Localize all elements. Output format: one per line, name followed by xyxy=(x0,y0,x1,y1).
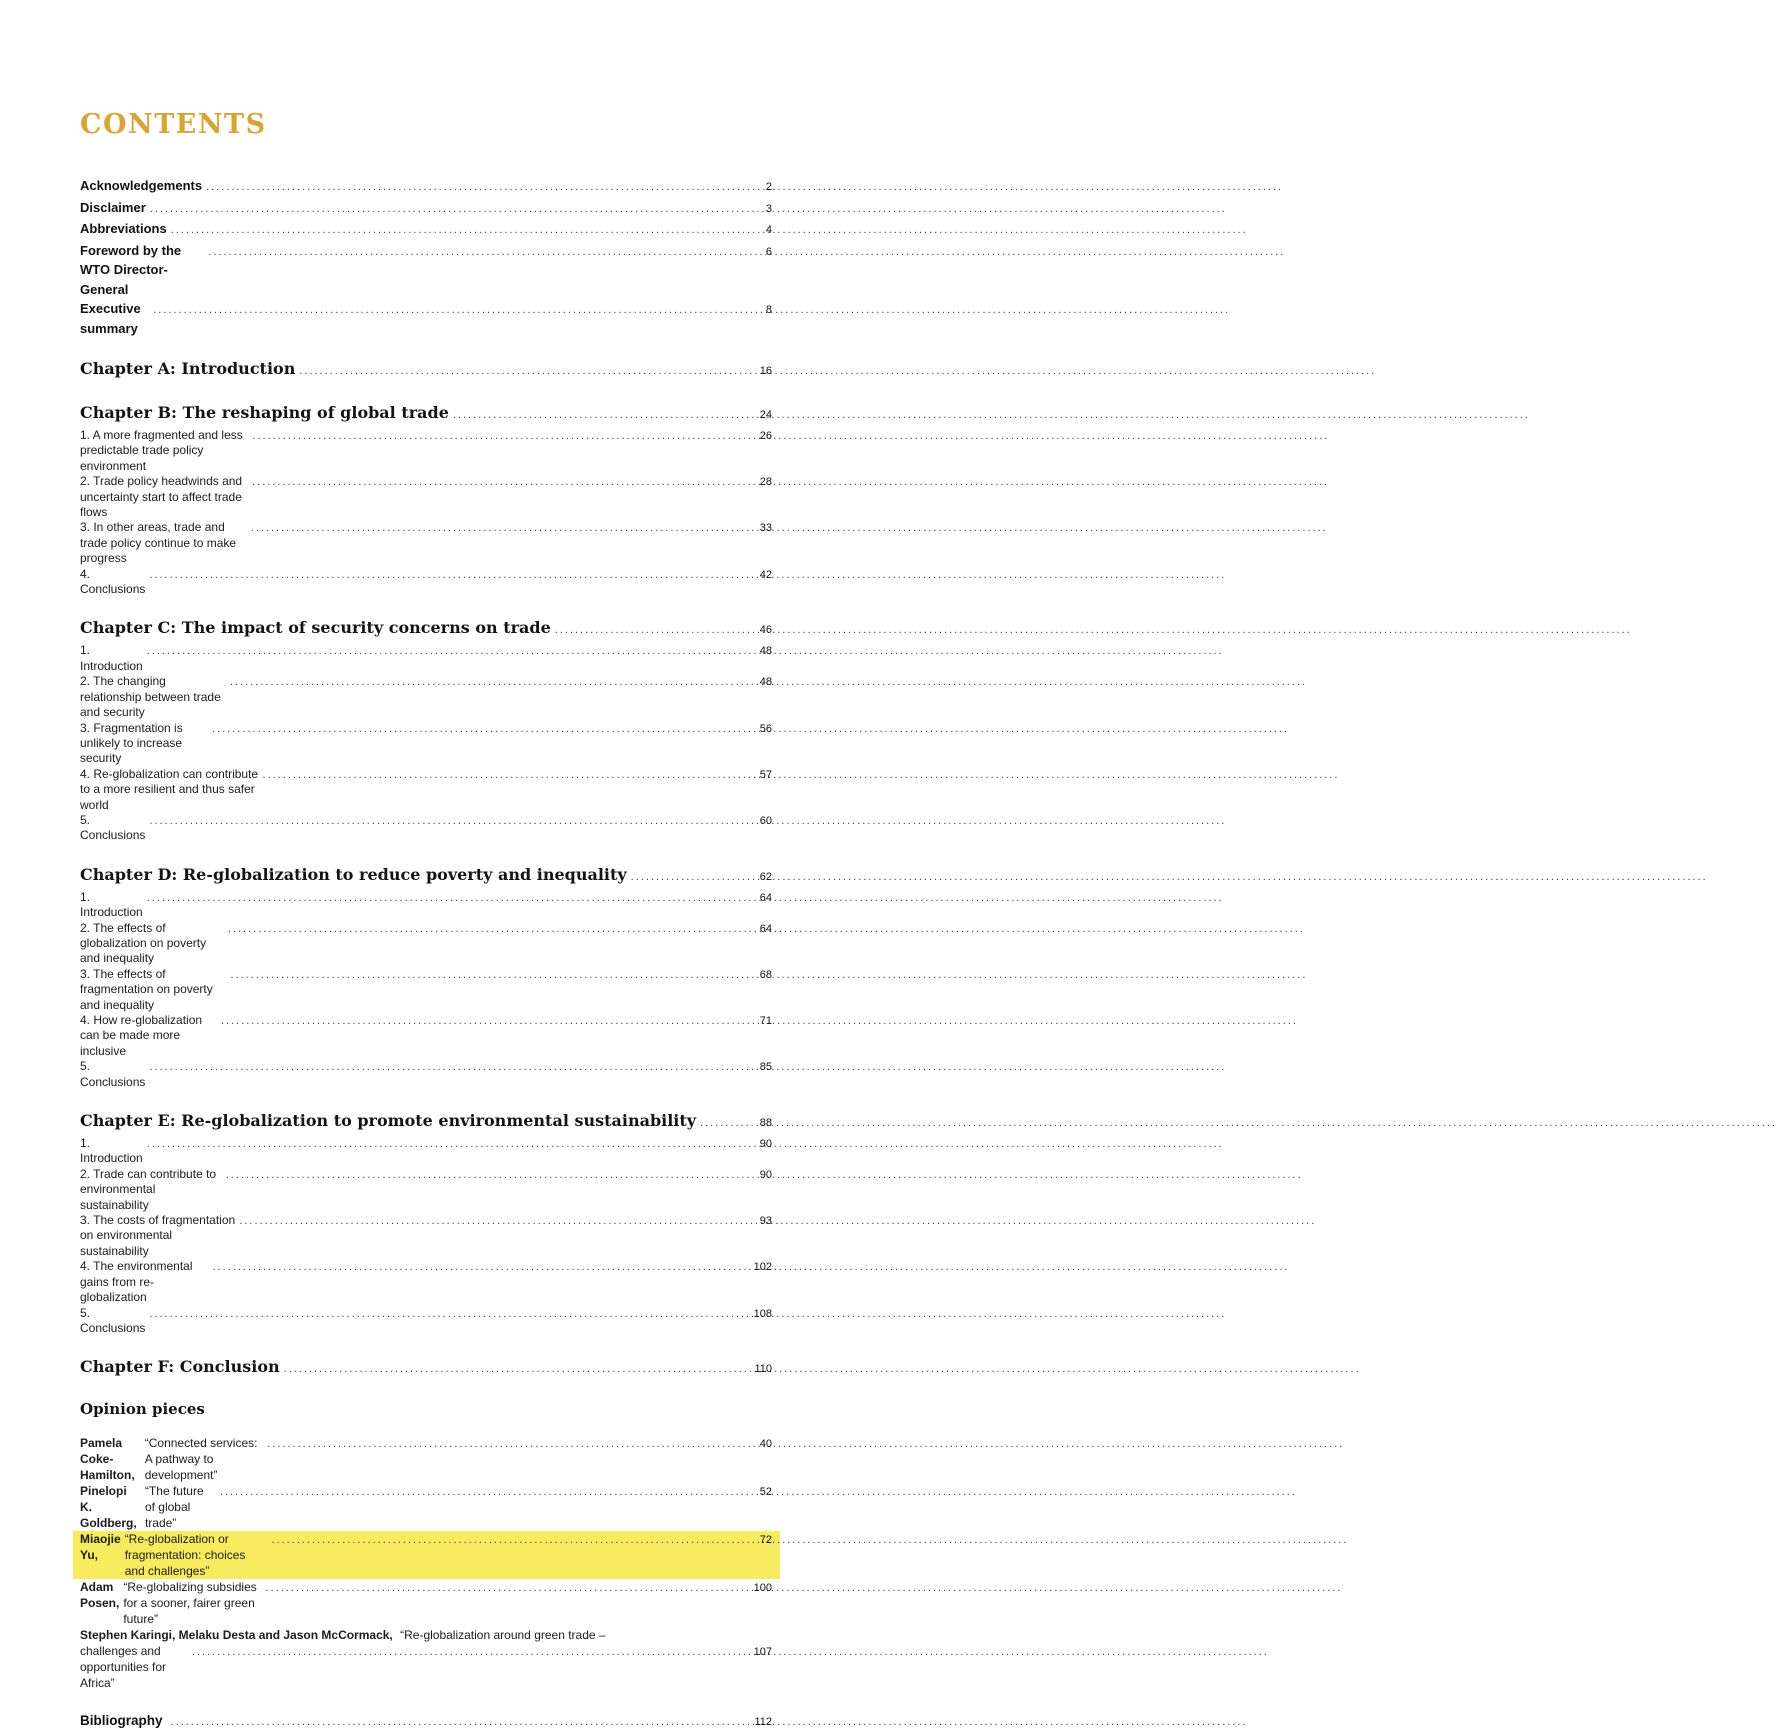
toc-entry-section[interactable] xyxy=(80,520,772,566)
entry-label: 1. Introduction xyxy=(80,1136,143,1166)
dot-leader xyxy=(251,521,758,536)
entry-label: 4. Re-globalization can contribute to a more resilient and thus safer world xyxy=(80,766,259,812)
page-number: 46 xyxy=(759,624,772,637)
chapter-title: Chapter A: Introduction xyxy=(80,359,296,378)
toc-entry-section[interactable] xyxy=(80,428,772,474)
chapter-c-block xyxy=(80,617,772,843)
dot-leader xyxy=(147,891,758,906)
page-number: 42 xyxy=(759,568,772,581)
entry-label: 4. The environmental gains from re-globalization xyxy=(80,1259,193,1305)
entry-label: 1. A more fragmented and less predictable trade policy environment xyxy=(80,428,243,473)
toc-entry-section[interactable] xyxy=(80,890,772,921)
front-matter-list xyxy=(80,176,772,338)
chapter-title: Chapter D: Re-globalization to reduce poverty and inequality xyxy=(80,864,627,884)
entry-label: 3. The effects of fragmentation on poverty and inequality xyxy=(80,966,213,1012)
entry-label: Bibliography xyxy=(80,1713,163,1729)
entry-label: 3. In other areas, trade and trade policy continue to make progress xyxy=(80,520,237,566)
opinion-pieces-list xyxy=(80,1435,772,1691)
toc-entry-opinion-karingi-line1[interactable] xyxy=(80,1627,772,1643)
dot-leader xyxy=(230,675,758,690)
opinion-author: Stephen Karingi, Melaku Desta and Jason McCormack, xyxy=(80,1628,393,1643)
chapter-e-sections xyxy=(80,1136,772,1336)
page-number: 93 xyxy=(759,1215,772,1228)
dot-leader xyxy=(153,301,764,321)
opinion-author: Miaojie Yu, xyxy=(80,1532,121,1563)
toc-entry-foreword[interactable] xyxy=(80,241,772,300)
dot-leader xyxy=(299,361,757,382)
dot-leader xyxy=(149,568,757,583)
page-number: 6 xyxy=(765,245,772,258)
chapter-e-block xyxy=(80,1110,772,1336)
entry-label: 5. Conclusions xyxy=(80,1059,146,1089)
page-number: 62 xyxy=(759,870,772,883)
entry-label: 2. The effects of globalization on poverty and inequality xyxy=(80,920,207,966)
dot-leader xyxy=(220,1484,758,1500)
chapter-title: Chapter F: Conclusion xyxy=(80,1357,280,1377)
chapter-f-block xyxy=(80,1356,772,1380)
opinion-title-continued: challenges and opportunities for Africa” xyxy=(80,1644,167,1691)
dot-leader xyxy=(271,1532,757,1548)
dot-leader xyxy=(700,1113,758,1134)
toc-entry-chapter-a[interactable] xyxy=(80,358,772,382)
dot-leader xyxy=(228,922,758,937)
dot-leader xyxy=(267,1436,758,1452)
dot-leader xyxy=(252,429,757,444)
toc-entry-section[interactable] xyxy=(80,967,772,1013)
toc-entry-section[interactable] xyxy=(80,721,772,767)
toc-entry-opinion-posen[interactable] xyxy=(80,1579,772,1627)
page-number: 16 xyxy=(759,365,772,377)
toc-entry-section[interactable] xyxy=(80,1167,772,1213)
toc-entry-disclaimer[interactable] xyxy=(80,198,772,220)
dot-leader xyxy=(263,768,758,783)
toc-entry-opinion-karingi-line2[interactable] xyxy=(80,1643,772,1691)
page-number: 8 xyxy=(765,304,772,316)
page-number: 48 xyxy=(759,645,772,658)
toc-entry-section[interactable] xyxy=(80,1259,772,1305)
entry-label: Disclaimer xyxy=(80,199,146,215)
entry-label: 1. Introduction xyxy=(80,889,143,920)
dot-leader xyxy=(147,644,758,659)
toc-entry-section[interactable] xyxy=(80,921,772,967)
page-number: 48 xyxy=(759,676,772,689)
page-number: 28 xyxy=(759,476,772,489)
dot-leader xyxy=(239,1214,757,1229)
toc-entry-abbreviations[interactable] xyxy=(80,219,772,241)
dot-leader xyxy=(208,243,764,263)
page-number: 90 xyxy=(759,1168,772,1181)
chapter-c-sections xyxy=(80,643,772,843)
toc-entry-section[interactable] xyxy=(80,1059,772,1090)
toc-entry-section[interactable] xyxy=(80,643,772,674)
chapter-d-block xyxy=(80,864,772,1090)
page-number: 64 xyxy=(759,922,772,935)
page-number: 72 xyxy=(759,1534,772,1547)
chapter-b-block xyxy=(80,402,772,597)
page-number: 112 xyxy=(754,1716,772,1729)
dot-leader xyxy=(150,200,764,220)
opinion-pieces-heading: Opinion pieces xyxy=(80,1400,205,1419)
toc-entry-section[interactable] xyxy=(80,674,772,720)
toc-entry-section[interactable] xyxy=(80,1136,772,1167)
toc-entry-bibliography[interactable] xyxy=(80,1713,772,1730)
page-number: 4 xyxy=(765,224,772,236)
toc-entry-executive-summary[interactable] xyxy=(80,299,772,338)
chapter-title: Chapter B: The reshaping of global trade xyxy=(80,403,449,422)
entry-label: 5. Conclusions xyxy=(80,812,146,843)
page-number: 71 xyxy=(759,1015,772,1027)
entry-label: 3. The costs of fragmentation on environmental sustainability xyxy=(80,1213,236,1258)
opinion-author: Pamela Coke-Hamilton, xyxy=(80,1436,135,1483)
page-number: 100 xyxy=(753,1582,772,1595)
toc-entry-section[interactable] xyxy=(80,1213,772,1259)
entry-label: 1. Introduction xyxy=(80,643,143,673)
entry-label: 2. Trade can contribute to environmental sustainability xyxy=(80,1166,217,1212)
toc-entry-section[interactable] xyxy=(80,813,772,844)
opinion-author: Pinelopi K. Goldberg, xyxy=(80,1484,137,1531)
page-number: 24 xyxy=(759,409,772,421)
entry-label: Executive summary xyxy=(80,301,141,336)
toc-entry-section[interactable] xyxy=(80,474,772,520)
opinion-title: “Connected services: A pathway to development” xyxy=(144,1436,258,1483)
page-number: 90 xyxy=(759,1138,772,1151)
entry-label: 2. Trade policy headwinds and uncertainty start to affect trade flows xyxy=(80,474,243,520)
dot-leader xyxy=(149,814,757,829)
dot-leader xyxy=(221,1014,758,1029)
entry-label: 3. Fragmentation is unlikely to increase security xyxy=(80,720,183,766)
page-number: 3 xyxy=(765,202,772,215)
dot-leader xyxy=(230,968,757,983)
entry-label: Abbreviations xyxy=(80,221,167,236)
toc-entry-chapter-c[interactable] xyxy=(80,617,772,641)
dot-leader xyxy=(171,1714,753,1730)
toc-entry-section[interactable] xyxy=(80,1013,772,1059)
toc-entry-chapter-d[interactable] xyxy=(80,864,772,888)
dot-leader xyxy=(206,178,764,198)
page-number: 85 xyxy=(759,1061,772,1074)
page-number: 52 xyxy=(759,1486,772,1499)
opinion-title: “Re-globalization or fragmentation: choices and challenges” xyxy=(124,1532,246,1579)
page-number: 88 xyxy=(759,1117,772,1130)
page-number: 68 xyxy=(759,968,772,981)
toc-entry-section[interactable] xyxy=(80,767,772,813)
page-title: CONTENTS xyxy=(80,109,267,140)
toc-entry-chapter-b[interactable] xyxy=(80,402,772,426)
page-number: 40 xyxy=(759,1438,772,1451)
chapter-title: Chapter C: The impact of security concerns on trade xyxy=(80,618,551,638)
dot-leader xyxy=(212,722,758,737)
page-number: 60 xyxy=(759,814,772,827)
dot-leader xyxy=(149,1060,757,1075)
dot-leader xyxy=(226,1168,758,1183)
page-number: 107 xyxy=(753,1646,772,1659)
opinion-title: “Re-globalizing subsidies for a sooner, fairer green future” xyxy=(123,1580,257,1627)
dot-leader xyxy=(631,867,758,888)
dot-leader xyxy=(453,405,758,426)
page-number: 56 xyxy=(759,722,772,735)
contents-page xyxy=(0,0,852,1729)
page-number: 64 xyxy=(759,891,772,904)
entry-label: 4. Conclusions xyxy=(80,566,146,597)
dot-leader xyxy=(171,221,764,241)
entry-label: 5. Conclusions xyxy=(80,1305,146,1335)
page-number: 26 xyxy=(759,430,772,442)
dot-leader xyxy=(147,1137,758,1152)
dot-leader xyxy=(192,1644,752,1660)
toc-entry-opinion-goldberg[interactable] xyxy=(80,1483,772,1531)
opinion-title: “Re-globalization around green trade – xyxy=(400,1628,606,1643)
entry-label: 4. How re-globalization can be made more inclusive xyxy=(80,1013,203,1058)
toc-entry-acknowledgements[interactable] xyxy=(80,176,772,198)
toc-entry-chapter-e[interactable] xyxy=(80,1110,772,1134)
page-number: 102 xyxy=(753,1261,772,1274)
toc-entry-chapter-f[interactable] xyxy=(80,1356,772,1380)
chapter-a-block xyxy=(80,358,772,382)
toc-entry-opinion-yu-highlighted[interactable] xyxy=(73,1531,780,1579)
page-number: 33 xyxy=(759,522,772,535)
entry-label: Foreword by the WTO Director-General xyxy=(80,242,182,297)
toc-entry-section[interactable] xyxy=(80,567,772,598)
chapter-b-sections xyxy=(80,428,772,597)
entry-label: 2. The changing relationship between trade and security xyxy=(80,674,221,720)
dot-leader xyxy=(212,1260,751,1275)
page-number: 108 xyxy=(753,1307,772,1320)
dot-leader xyxy=(555,620,758,641)
page-number: 57 xyxy=(759,768,772,781)
toc-entry-opinion-coke-hamilton[interactable] xyxy=(80,1435,772,1483)
dot-leader xyxy=(149,1307,751,1322)
opinion-title: “The future of global trade” xyxy=(144,1484,204,1531)
chapter-title: Chapter E: Re-globalization to promote environmental sustainability xyxy=(80,1111,697,1131)
opinion-author: Adam Posen, xyxy=(80,1580,120,1611)
dot-leader xyxy=(252,475,758,490)
page-number: 110 xyxy=(754,1363,772,1376)
toc-entry-section[interactable] xyxy=(80,1306,772,1337)
chapter-d-sections xyxy=(80,890,772,1090)
entry-label: Acknowledgements xyxy=(80,178,203,193)
dot-leader xyxy=(284,1359,753,1380)
page-number: 2 xyxy=(765,181,772,193)
dot-leader xyxy=(266,1580,752,1596)
